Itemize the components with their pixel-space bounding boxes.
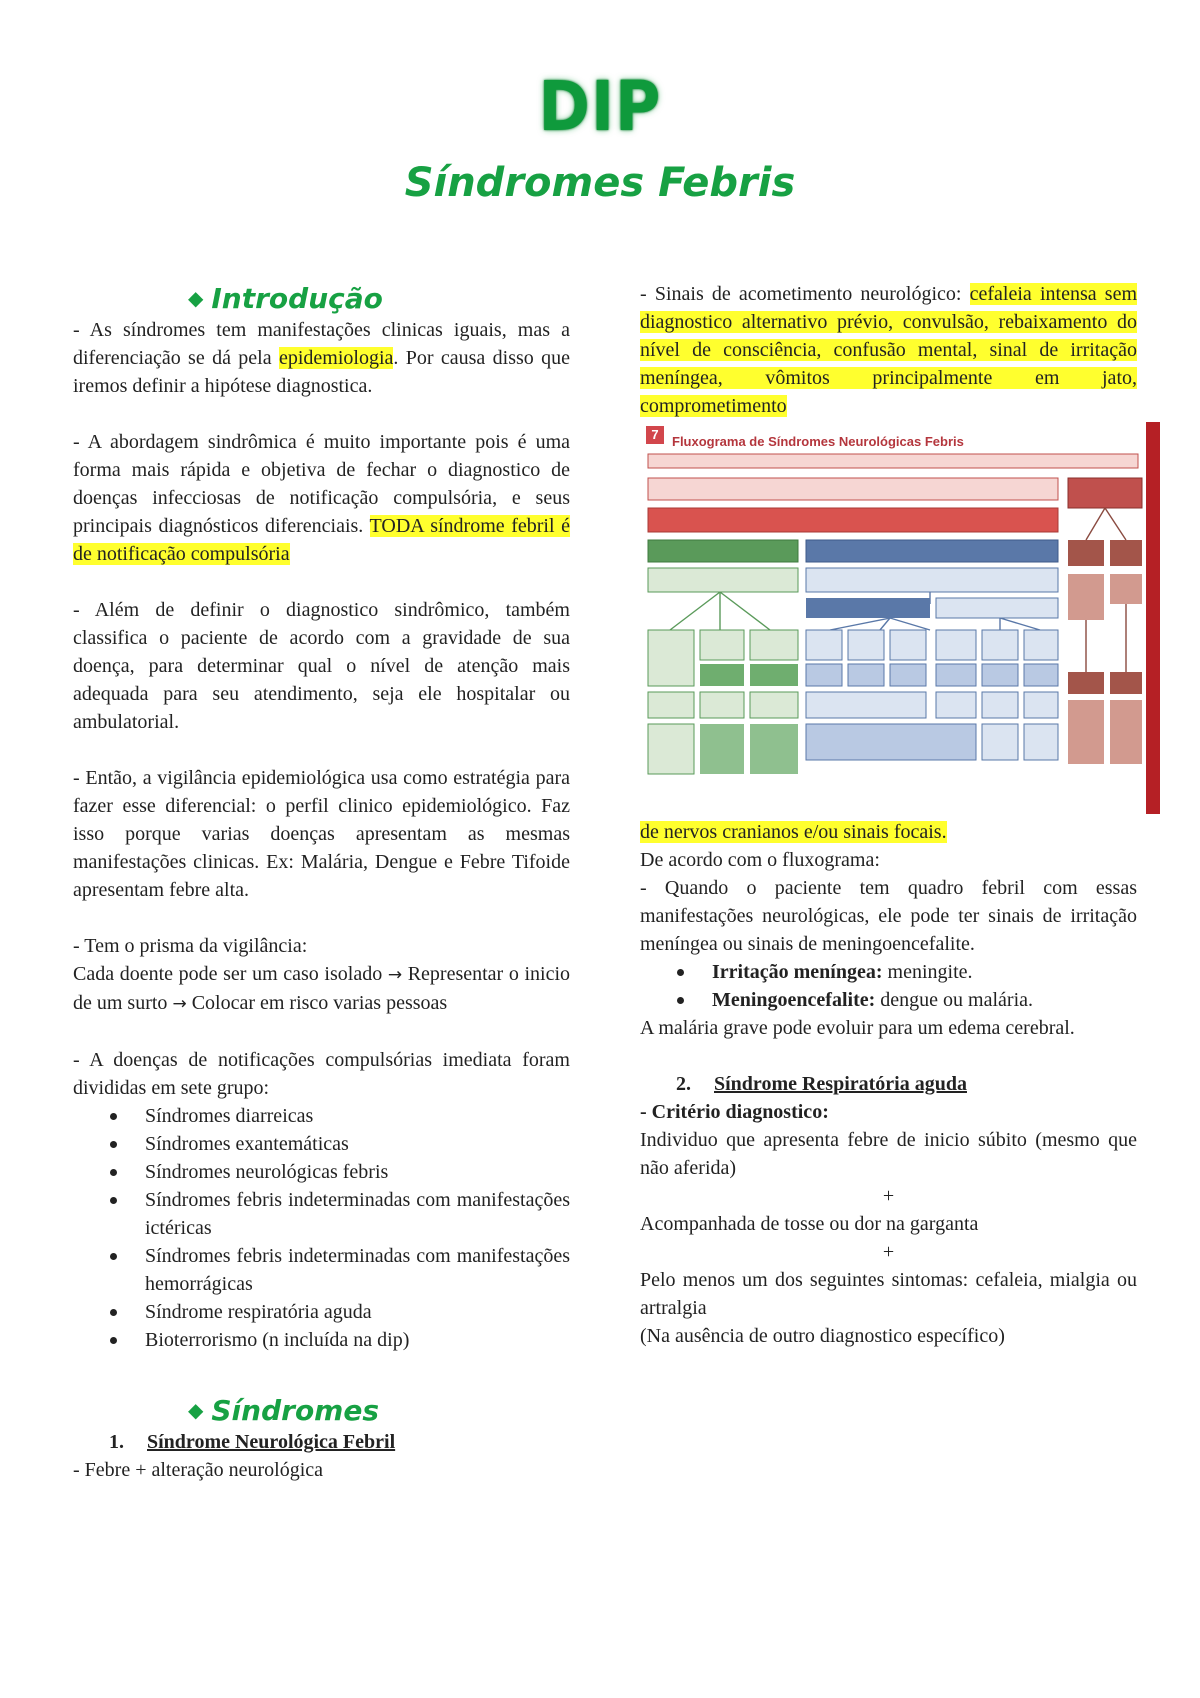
label: Meningoencefalite: — [712, 989, 876, 1011]
plus-sign: + — [882, 1185, 895, 1207]
highlight: TODA síndrome febril é de notificação compulsória — [73, 515, 571, 565]
criteria-4: (Na ausência de outro diagnostico específico) — [640, 1325, 1005, 1347]
neuro-signs-cont — [640, 818, 1137, 846]
prisma-title: - Tem o prisma da vigilância: — [73, 935, 308, 957]
malaria-note: A malária grave pode evoluir para um edema cerebral. — [640, 1017, 1075, 1039]
main-title: DIP — [538, 66, 662, 147]
flowchart-title: Fluxograma de Síndromes Neurológicas Febris — [672, 434, 964, 449]
text: dengue ou malária. — [875, 989, 1033, 1011]
list-item — [712, 958, 1137, 986]
label: Irritação meníngea: — [712, 961, 883, 983]
highlight: cefaleia intensa sem diagnostico alternativo prévio, convulsão, rebaixamento do nível de consciência, confusão mental, sinal de irritação meníngea, vômitos principalmente em jato, comprometimento — [640, 283, 1137, 417]
left-column — [73, 280, 570, 1484]
list-item: Síndromes diarreicas — [145, 1102, 570, 1130]
intro-paragraph-2 — [73, 428, 570, 568]
neuro-signs — [640, 280, 1137, 420]
neuro-list — [640, 958, 1137, 1014]
sindromes-heading — [73, 1392, 570, 1428]
text: Representar o inicio de um surto — [73, 963, 571, 1014]
list-item: Síndromes febris indeterminadas com manifestações ictéricas — [145, 1186, 570, 1242]
intro-heading — [73, 280, 570, 316]
sub-title: Síndromes Febris — [404, 160, 796, 206]
list-item: Síndromes febris indeterminadas com manifestações hemorrágicas — [145, 1242, 570, 1298]
section-number: 1. — [109, 1431, 124, 1453]
text: - Sinais de acometimento neurológico: — [640, 283, 970, 305]
text: - As síndromes tem manifestações clinicas iguais, mas a diferenciação se dá pela — [73, 319, 570, 369]
intro-paragraph-3: - Além de definir o diagnostico sindrômico, também classifica o paciente de acordo com a gravidade de sua doença, para determinar qual o nível de atenção mais adequada para seu atendimento, seja ele hospitalar ou ambulatorial. — [73, 599, 570, 733]
text: . Por causa disso que iremos definir a hipótese diagnostica. — [73, 347, 571, 397]
groups-list — [73, 1102, 570, 1354]
intro-paragraph-1 — [73, 316, 570, 400]
prisma-text — [73, 960, 570, 1018]
flowchart-number: 7 — [646, 426, 664, 444]
list-item — [712, 986, 1137, 1014]
section-2-heading — [640, 1070, 1137, 1098]
groups-intro: - A doenças de notificações compulsórias imediata foram divididas em sete grupo: — [73, 1049, 570, 1099]
arrow-icon: → — [387, 965, 403, 985]
flow-paragraph: - Quando o paciente tem quadro febril com essas manifestações neurológicas, ele pode ter sinais de irritação meníngea ou sinais de meningoencefalite. — [640, 877, 1137, 955]
text: Cada doente pode ser um caso isolado — [73, 963, 383, 985]
highlight: epidemiologia — [278, 347, 394, 369]
text: Colocar em risco varias pessoas — [191, 992, 448, 1014]
flowchart-image — [640, 422, 1160, 814]
criteria-heading: - Critério diagnostico: — [640, 1101, 829, 1123]
sindromes-heading-text: Síndromes — [211, 1394, 380, 1427]
criteria-2: Acompanhada de tosse ou dor na garganta — [640, 1213, 979, 1235]
arrow-icon: → — [172, 994, 187, 1014]
plus-sign: + — [882, 1241, 895, 1263]
criteria-3: Pelo menos um dos seguintes sintomas: cefaleia, mialgia ou artralgia — [640, 1269, 1137, 1319]
flowchart-diagram — [640, 422, 1160, 814]
text: - A abordagem sindrômica é muito importante pois é uma forma mais rápida e objetiva de fechar o diagnostico de doenças infecciosas de notificação compulsória, e seus principais diagnósticos diferenciais. — [73, 431, 570, 537]
right-column — [640, 280, 1137, 1350]
list-item: Síndromes neurológicas febris — [145, 1158, 570, 1186]
flow-intro: De acordo com o fluxograma: — [640, 849, 880, 871]
diamond-icon: ◆ — [188, 1398, 204, 1422]
section-1-line: - Febre + alteração neurológica — [73, 1459, 324, 1481]
diamond-icon: ◆ — [188, 286, 204, 310]
section-1-heading — [73, 1428, 570, 1456]
intro-heading-text: Introdução — [211, 282, 383, 315]
list-item: Síndrome respiratória aguda — [145, 1298, 570, 1326]
list-item: Bioterrorismo (n incluída na dip) — [145, 1326, 570, 1354]
section-title: Síndrome Respiratória aguda — [714, 1073, 967, 1095]
section-number: 2. — [676, 1073, 691, 1095]
intro-paragraph-4: - Então, a vigilância epidemiológica usa como estratégia para fazer esse diferencial: o perfil clinico epidemiológico. Faz isso porque varias doenças apresentam as mesmas manifestações clinicas. Ex: Malária, Dengue e Febre Tifoide apresentam febre alta. — [73, 767, 570, 901]
criteria-1: Individuo que apresenta febre de inicio súbito (mesmo que não aferida) — [640, 1129, 1137, 1179]
text: meningite. — [882, 961, 973, 983]
highlight: de nervos cranianos e/ou sinais focais. — [640, 821, 947, 843]
section-title: Síndrome Neurológica Febril — [147, 1431, 396, 1453]
list-item: Síndromes exantemáticas — [145, 1130, 570, 1158]
